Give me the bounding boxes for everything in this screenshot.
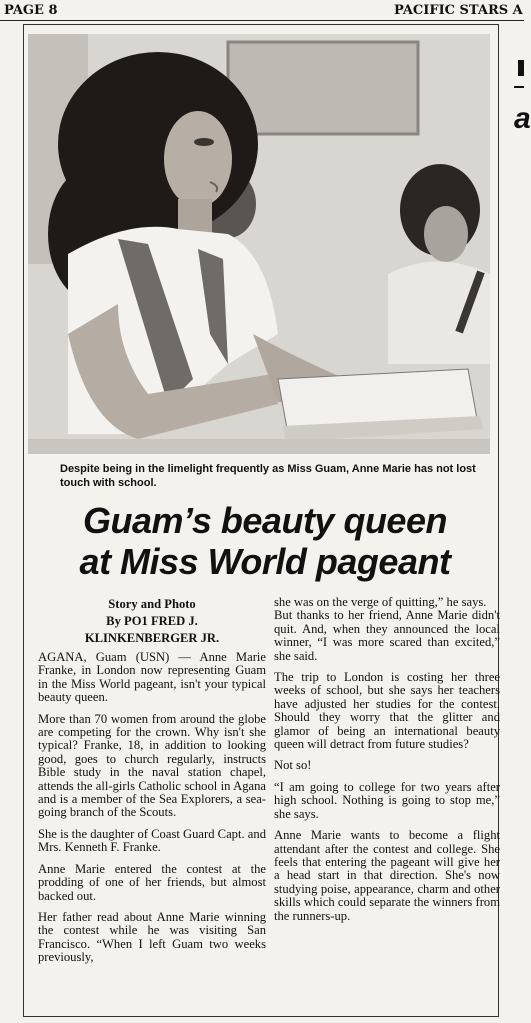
paragraph: she was on the verge of quitting,” he says. (274, 595, 487, 609)
article-column-1 (38, 596, 266, 973)
paragraph: The trip to London is costing her three weeks of school, but she says her teachers have adjusted her studies for the contest. Should they worry that the glitter and glamor of being an international beauty queen will detract from future studies? (274, 670, 500, 752)
paragraph: But thanks to her friend, Anne Marie didn't quit. And, when they announced the local winner, “I was more scared than excited,” she said. (274, 608, 500, 663)
page-header (0, 0, 524, 22)
article-column-2 (274, 596, 500, 931)
paragraph: Her father read about Anne Marie winning the contest while he was visiting San Francisco. “When I left Guam two weeks previously, (38, 909, 266, 965)
headline-line-1: Guam’s beauty queen (83, 500, 447, 541)
paragraph: She is the daughter of Coast Guard Capt. and Mrs. Kenneth F. Franke. (38, 826, 266, 855)
photo-caption: Despite being in the limelight frequently as Miss Guam, Anne Marie has not lost touch with school. (60, 463, 476, 489)
article-headline (40, 500, 490, 582)
paragraph: Anne Marie entered the contest at the prodding of one of her friends, but almost backed out. (38, 861, 266, 903)
paragraph: AGANA, Guam (USN) — Anne Marie Franke, in London now representing Guam in the Miss World pageant, isn't your typical beauty queen. (38, 650, 266, 705)
byline-line-3: KLINKENBERGER JR. (84, 631, 220, 645)
paragraph: “I am going to college for two years after high school. Nothing is going to stop me,” she says. (274, 779, 500, 821)
paragraph: More than 70 women from around the globe are competing for the crown. Why isn't she typical? Franke, 18, in addition to looking good, goes to church regularly, instructs Bible study in the naval station chapel, attends the all-girls Catholic school in Agana and is a member of the Sea Explorers, a sea-going branch of the Scouts. (38, 711, 266, 820)
adjacent-rule (514, 86, 524, 88)
paragraph: Anne Marie wants to become a flight attendant after the contest and college. She feels that entering the pageant will give her a head start in that direction. She's now studying poise, appearance, charm and other skills which could separate the winners from the runners-up. (274, 828, 500, 923)
paragraph: Not so! (274, 758, 312, 773)
header-rule (0, 20, 524, 21)
byline-line-2: By PO1 FRED J. (106, 614, 198, 628)
adjacent-article-edge (500, 24, 531, 1023)
byline-line-1: Story and Photo (108, 597, 196, 611)
page-number: PAGE 8 (4, 3, 58, 18)
newspaper-name: PACIFIC STARS A (394, 3, 523, 18)
adjacent-headline-letter: a (514, 102, 531, 135)
article-photo (28, 34, 490, 454)
adjacent-headline-fragment (518, 60, 524, 76)
byline (38, 596, 266, 647)
headline-line-2: at Miss World pageant (79, 541, 451, 582)
